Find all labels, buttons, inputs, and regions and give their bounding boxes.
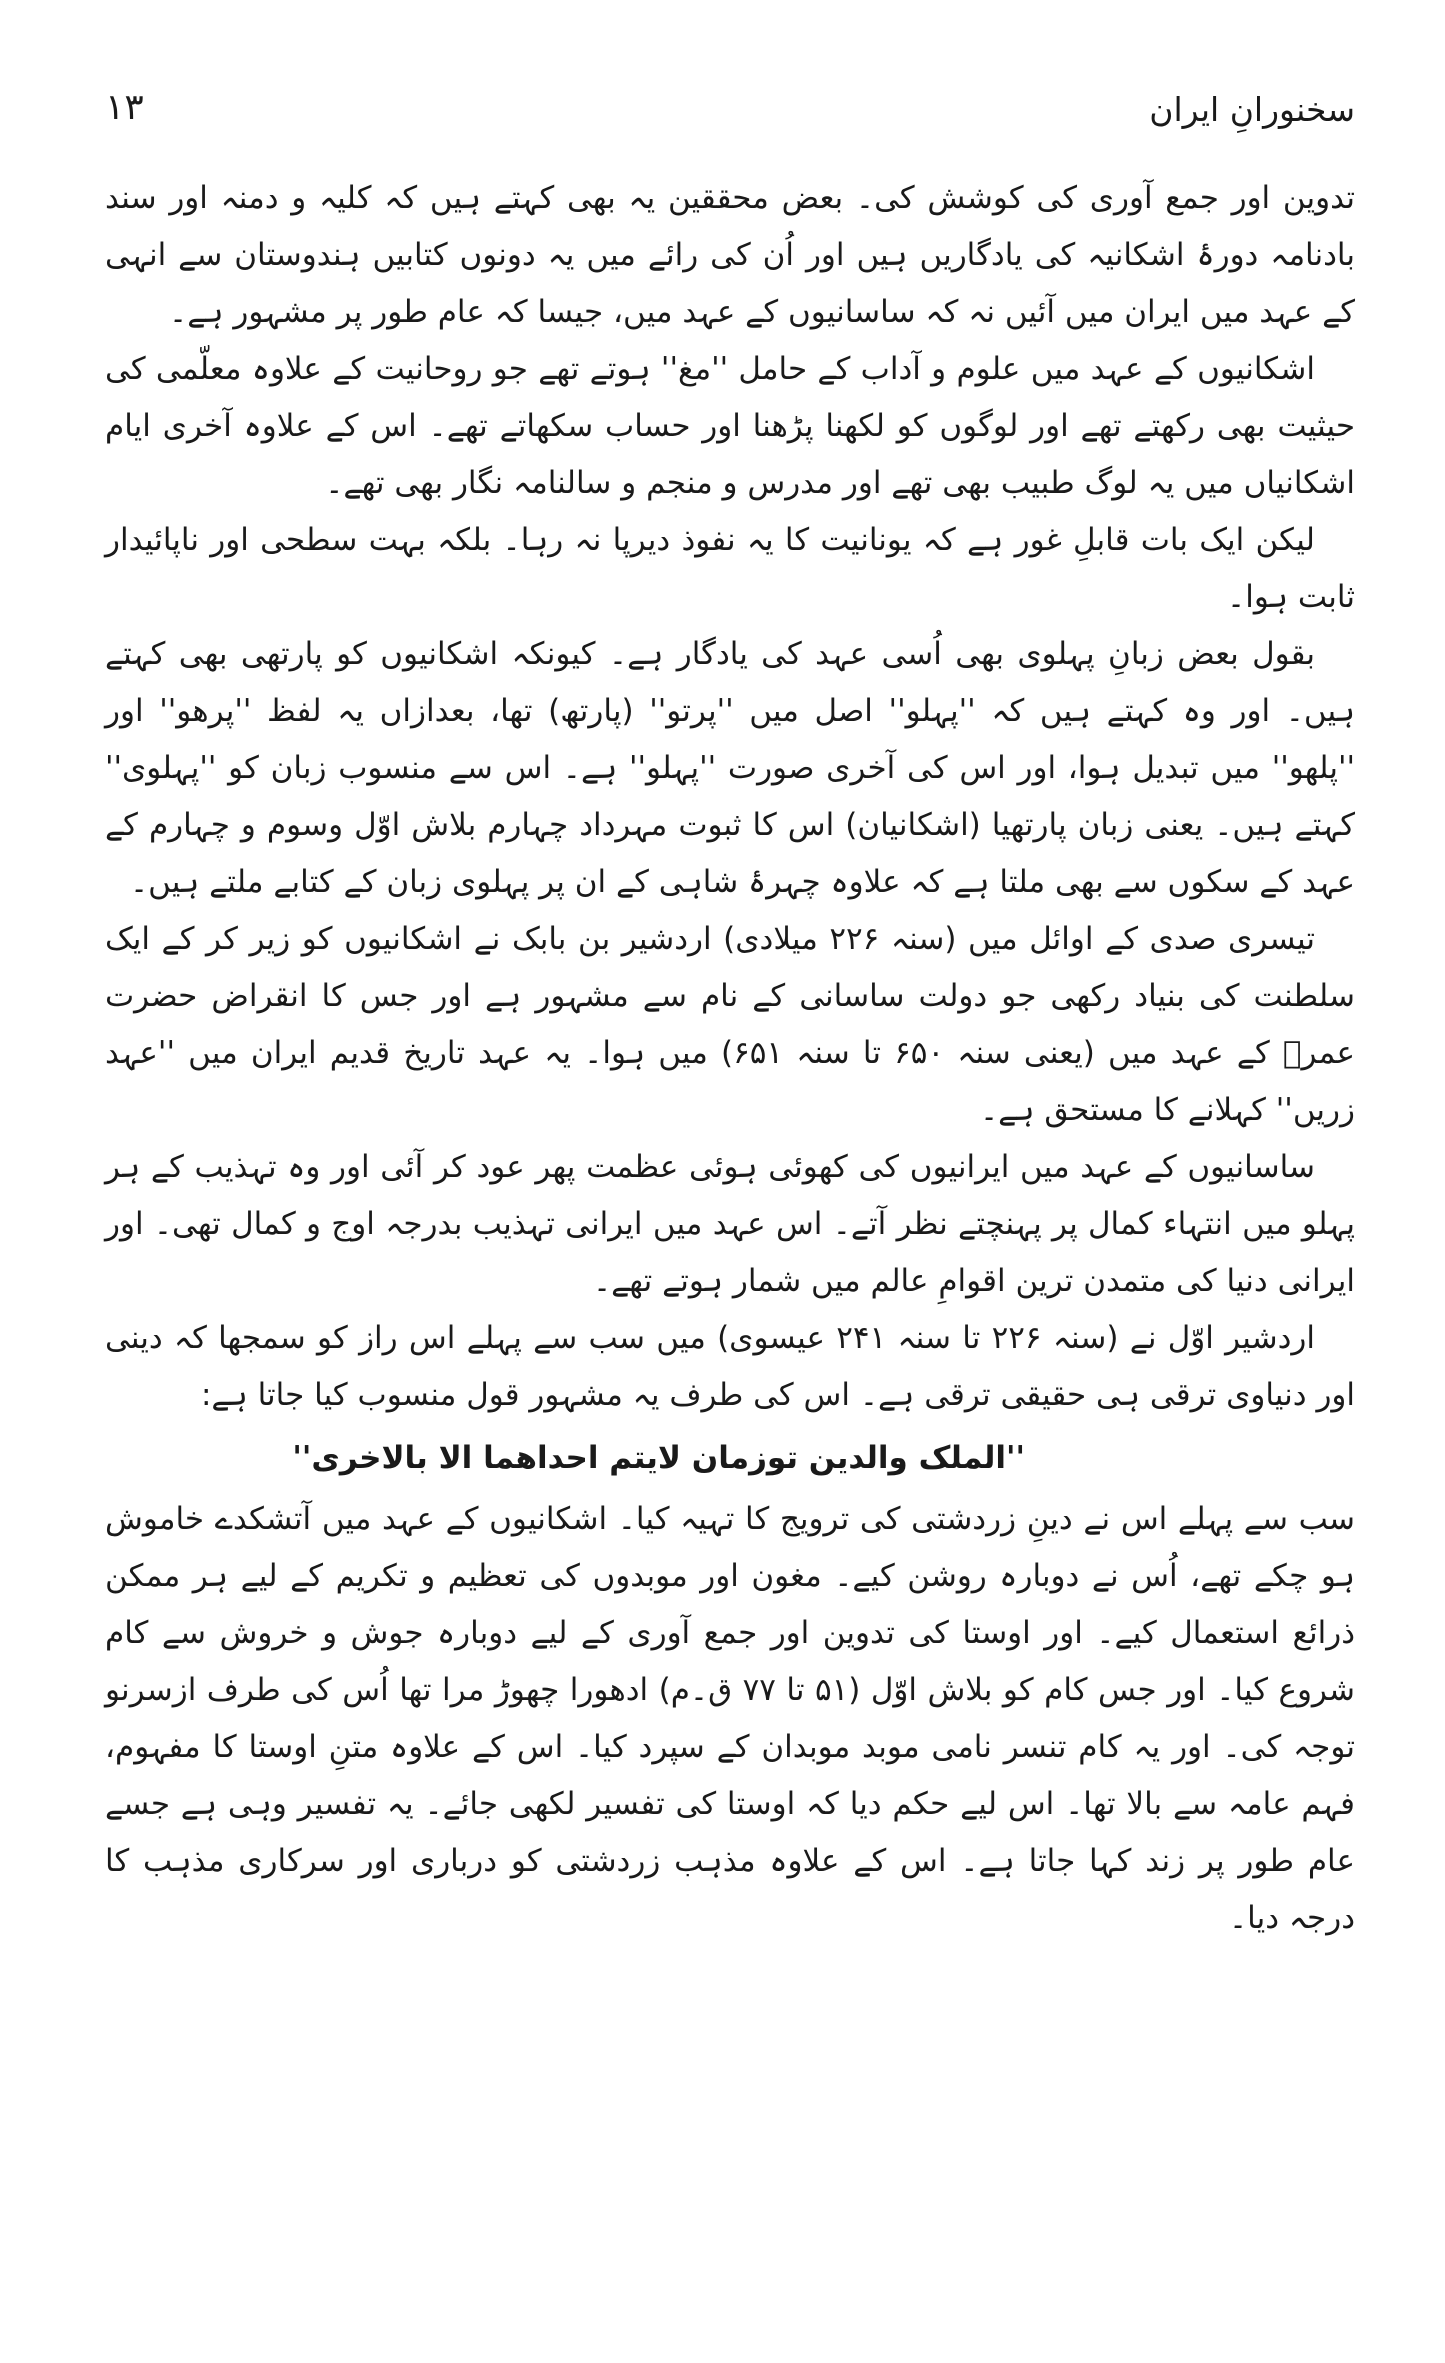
paragraph-5: تیسری صدی کے اوائل میں (سنہ ۲۲۶ میلادی) اردشیر بن بابک نے اشکانیوں کو زیر کر کے ایک سلطنت کی بنیاد رکھی جو دولت ساسانی کے نام سے مشہور ہے اور جس کا انقراض حضرت عمرؓ کے عہد میں (یعنی سنہ ۶۵۰ تا سنہ ۶۵۱) میں ہوا۔ یہ عہد تاریخ قدیم ایران میں ''عہد زریں'' کہلانے کا مستحق ہے۔ (105, 921, 1356, 1128)
page-header (105, 80, 1355, 140)
paragraph-3: لیکن ایک بات قابلِ غور ہے کہ یونانیت کا یہ نفوذ دیرپا نہ رہا۔ بلکہ بہت سطحی اور ناپائیدار ثابت ہوا۔ (105, 522, 1355, 615)
arabic-quote: ''الملک والدین توزمان لایتم احداھما الا بالاخری'' (292, 1440, 1025, 1476)
paragraph-2: اشکانیوں کے عہد میں علوم و آداب کے حامل ''مغ'' ہوتے تھے جو روحانیت کے علاوہ معلّمی کی حیثیت بھی رکھتے تھے اور لوگوں کو لکھنا پڑھنا اور حساب سکھاتے تھے۔ اس کے علاوہ آخری ایام اشکانیاں میں یہ لوگ طبیب بھی تھے اور مدرس و منجم و سالنامہ نگار بھی تھے۔ (105, 351, 1355, 501)
paragraph-7: اردشیر اوّل نے (سنہ ۲۲۶ تا سنہ ۲۴۱ عیسوی) میں سب سے پہلے اس راز کو سمجھا کہ دینی اور دنیاوی ترقی ہی حقیقی ترقی ہے۔ اس کی طرف یہ مشہور قول منسوب کیا جاتا ہے: (105, 1320, 1355, 1413)
running-title: سخنورانِ ایران (1149, 90, 1355, 129)
page-number: ۱۳ (105, 87, 144, 128)
body-text (105, 170, 1355, 1947)
paragraph-6: ساسانیوں کے عہد میں ایرانیوں کی کھوئی ہوئی عظمت پھر عود کر آئی اور وہ تہذیب کے ہر پہلو میں انتہاء کمال پر پہنچتے نظر آتے۔ اس عہد میں ایرانی تہذیب بدرجہ اوج و کمال تھی۔ اور ایرانی دنیا کی متمدن ترین اقوامِ عالم میں شمار ہوتے تھے۔ (105, 1149, 1355, 1299)
paragraph-1: تدوین اور جمع آوری کی کوشش کی۔ بعض محققین یہ بھی کہتے ہیں کہ کلیہ و دمنہ اور سند بادنامہ دورۂ اشکانیہ کی یادگاریں ہیں اور اُن کی رائے میں یہ دونوں کتابیں ہندوستان سے انہی کے عہد میں ایران میں آئیں نہ کہ ساسانیوں کے عہد میں، جیسا کہ عام طور پر مشہور ہے۔ (105, 180, 1355, 330)
paragraph-8: سب سے پہلے اس نے دینِ زردشتی کی ترویج کا تہیہ کیا۔ اشکانیوں کے عہد میں آتشکدے خاموش ہو چکے تھے، اُس نے دوبارہ روشن کیے۔ مغون اور موبدوں کی تعظیم و تکریم کے لیے ہر ممکن ذرائع استعمال کیے۔ اور اوستا کی تدوین اور جمع آوری کے لیے دوبارہ جوش و خروش سے کام شروع کیا۔ اور جس کام کو بلاش اوّل (۵۱ تا ۷۷ ق۔م) ادھورا چھوڑ مرا تھا اُس کی طرف ازسرنو توجہ کی۔ اور یہ کام تنسر نامی موبد موبدان کے سپرد کیا۔ اس کے علاوہ متنِ اوستا کا مفہوم، فہم عامہ سے بالا تھا۔ اس لیے حکم دیا کہ اوستا کی تفسیر لکھی جائے۔ یہ تفسیر وہی ہے جسے عام طور پر زند کہا جاتا ہے۔ اس کے علاوہ مذہب زردشتی کو درباری اور سرکاری مذہب کا درجہ دیا۔ (105, 1501, 1355, 1936)
paragraph-4: بقول بعض زبانِ پہلوی بھی اُسی عہد کی یادگار ہے۔ کیونکہ اشکانیوں کو پارتھی بھی کہتے ہیں۔ اور وہ کہتے ہیں کہ ''پہلو'' اصل میں ''پرتو'' (پارتھ) تھا، بعدازاں یہ لفظ ''پرھو'' اور ''پلھو'' میں تبدیل ہوا، اور اس کی آخری صورت ''پہلو'' ہے۔ اس سے منسوب زبان کو ''پہلوی'' کہتے ہیں۔ یعنی زبان پارتھیا (اشکانیان) اس کا ثبوت مہرداد چہارم بلاش اوّل وسوم و چہارم کے عہد کے سکوں سے بھی ملتا ہے کہ علاوہ چہرۂ شاہی کے ان پر پہلوی زبان کے کتابے ملتے ہیں۔ (105, 636, 1355, 900)
